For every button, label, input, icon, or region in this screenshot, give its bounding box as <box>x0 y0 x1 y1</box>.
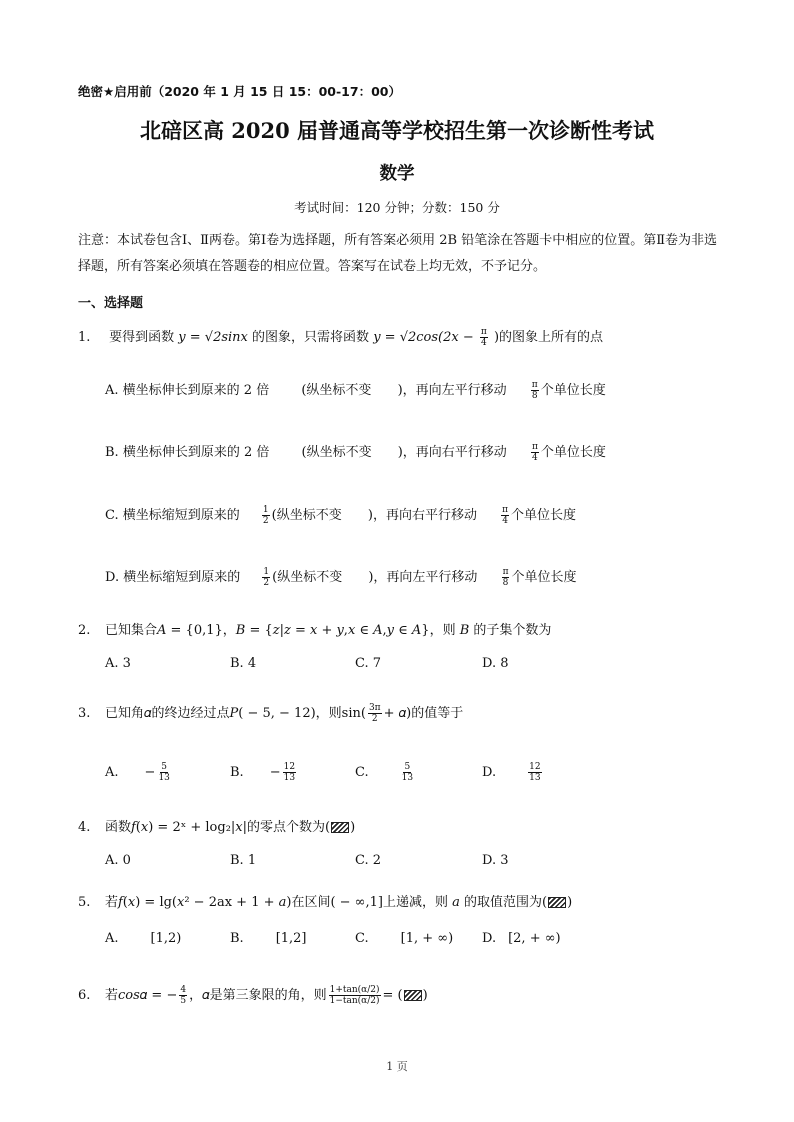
page-number: 1 页 <box>386 1060 408 1073</box>
option-b[interactable]: B. 横坐标伸长到原来的 2 倍 (纵坐标不变 )，再向右平行移动 $\frac{\pi}{4}$ 个单位长度 <box>105 442 606 463</box>
option-b[interactable]: B. − $\frac{12}{13}$ <box>230 762 296 783</box>
exam-title: 北碚区高 2020 届普通高等学校招生第一次诊断性考试 <box>139 118 655 143</box>
question-number: 1. <box>78 330 91 345</box>
option-b[interactable]: B. 1 <box>230 853 257 868</box>
question-text: 函数𝑓(𝑥) = 2ˣ + log₂|𝑥|的零点个数为( <box>105 820 331 835</box>
section-heading: 一、选择题 <box>78 296 144 311</box>
fraction: $\frac{\pi}{4}$ <box>480 327 487 348</box>
exam-instructions: 注意：本试卷包含Ⅰ、Ⅱ两卷。第Ⅰ卷为选择题，所有答案必须用 2B 铅笔涂在答题卡中相应的位置。第Ⅱ卷为非选择题，所有答案必须填在答题卷的相应位置。答案写在试卷上均无效，不予记分。 <box>78 233 718 274</box>
option-a[interactable]: A. 横坐标伸长到原来的 2 倍 (纵坐标不变 )，再向左平行移动 $\frac{\pi}{8}$ 个单位长度 <box>105 380 606 401</box>
option-a[interactable]: A. 0 <box>105 853 131 868</box>
option-c[interactable]: C. [1, + ∞) <box>355 931 454 946</box>
option-d[interactable]: D. 8 <box>482 656 509 671</box>
option-a[interactable]: A. [1,2) <box>105 931 182 946</box>
question-text: 已知集合𝐴 = {0,1}，𝐵 = {𝑧|𝑧 = 𝑥 + 𝑦,𝑥 ∈ 𝐴,𝑦 ∈ 𝐴}，则 𝐵 的子集个数为 <box>105 623 552 638</box>
answer-blank-icon <box>404 990 422 1001</box>
question-text: 若𝑓(𝑥) = lg(𝑥² − 2ax + 1 + 𝑎)在区间( − ∞,1]上递减，则 𝑎 的取值范围为( <box>105 895 548 910</box>
question-1 <box>78 326 603 348</box>
fraction: $\frac{4}{5}$ <box>180 985 187 1006</box>
formula: y = √2sinx <box>178 330 248 345</box>
question-text: + 𝛼)的值等于 <box>383 706 464 721</box>
question-5: 5. 若𝑓(𝑥) = lg(𝑥² − 2ax + 1 + 𝑎)在区间( − ∞,1]上递减，则 𝑎 的取值范围为( ) <box>78 895 573 910</box>
question-text: 若𝑐𝑜𝑠𝛼 = − <box>105 988 178 1003</box>
question-6: 6. 若𝑐𝑜𝑠𝛼 = − $\frac{4}{5}$ ，𝛼是第三象限的角，则 $\frac{1+\tan(\alpha/2)}{1-\tan(\alpha/2)}$ = ( ) <box>78 985 428 1006</box>
formula: y = √2cos(2x − <box>373 330 474 345</box>
question-text: 已知角𝛼的终边经过点𝑃( − 5, − 12)，则sin( <box>105 706 366 721</box>
question-2: 2. 已知集合𝐴 = {0,1}，𝐵 = {𝑧|𝑧 = 𝑥 + 𝑦,𝑥 ∈ 𝐴,𝑦 ∈ 𝐴}，则 𝐵 的子集个数为 <box>78 623 552 638</box>
question-text: )的图象上所有的点 <box>493 330 604 345</box>
option-d[interactable]: D. 3 <box>482 853 509 868</box>
question-text: ，𝛼是第三象限的角，则 <box>189 988 327 1003</box>
option-c[interactable]: C. $\frac{5}{13}$ <box>355 762 414 783</box>
option-d[interactable]: D. [2, + ∞) <box>482 931 561 946</box>
option-c[interactable]: C. 2 <box>355 853 382 868</box>
question-text: 要得到函数 <box>109 330 175 345</box>
option-a[interactable]: A. − $\frac{5}{13}$ <box>105 762 170 783</box>
option-c[interactable]: C. 横坐标缩短到原来的 $\frac{1}{2}$ (纵坐标不变 )，再向右平行移动 $\frac{\pi}{4}$ 个单位长度 <box>105 505 577 526</box>
subject-title: 数学 <box>379 164 415 184</box>
fraction: $\frac{1+\tan(\alpha/2)}{1-\tan(\alpha/2)}$ <box>329 985 380 1006</box>
question-text: 的图象，只需将函数 <box>252 330 370 345</box>
question-3: 3. 已知角𝛼的终边经过点𝑃( − 5, − 12)，则sin( $\frac{3\pi}{2}$ + 𝛼)的值等于 <box>78 703 464 724</box>
question-4: 4. 函数𝑓(𝑥) = 2ˣ + log₂|𝑥|的零点个数为( ) <box>78 820 356 835</box>
confidential-notice: 绝密★启用前（2020 年 1 月 15 日 15：00-17：00） <box>78 84 401 99</box>
exam-info: 考试时间：120 分钟；分数：150 分 <box>294 200 500 215</box>
option-c[interactable]: C. 7 <box>355 656 382 671</box>
fraction: $\frac{3\pi}{2}$ <box>368 703 381 724</box>
option-a[interactable]: A. 3 <box>105 656 131 671</box>
option-b[interactable]: B. [1,2] <box>230 931 307 946</box>
option-b[interactable]: B. 4 <box>230 656 257 671</box>
answer-blank-icon <box>548 897 566 908</box>
option-d[interactable]: D. 横坐标缩短到原来的 $\frac{1}{2}$ (纵坐标不变 )，再向左平行移动 $\frac{\pi}{8}$ 个单位长度 <box>105 567 577 588</box>
option-d[interactable]: D. $\frac{12}{13}$ <box>482 762 541 783</box>
answer-blank-icon <box>331 822 349 833</box>
